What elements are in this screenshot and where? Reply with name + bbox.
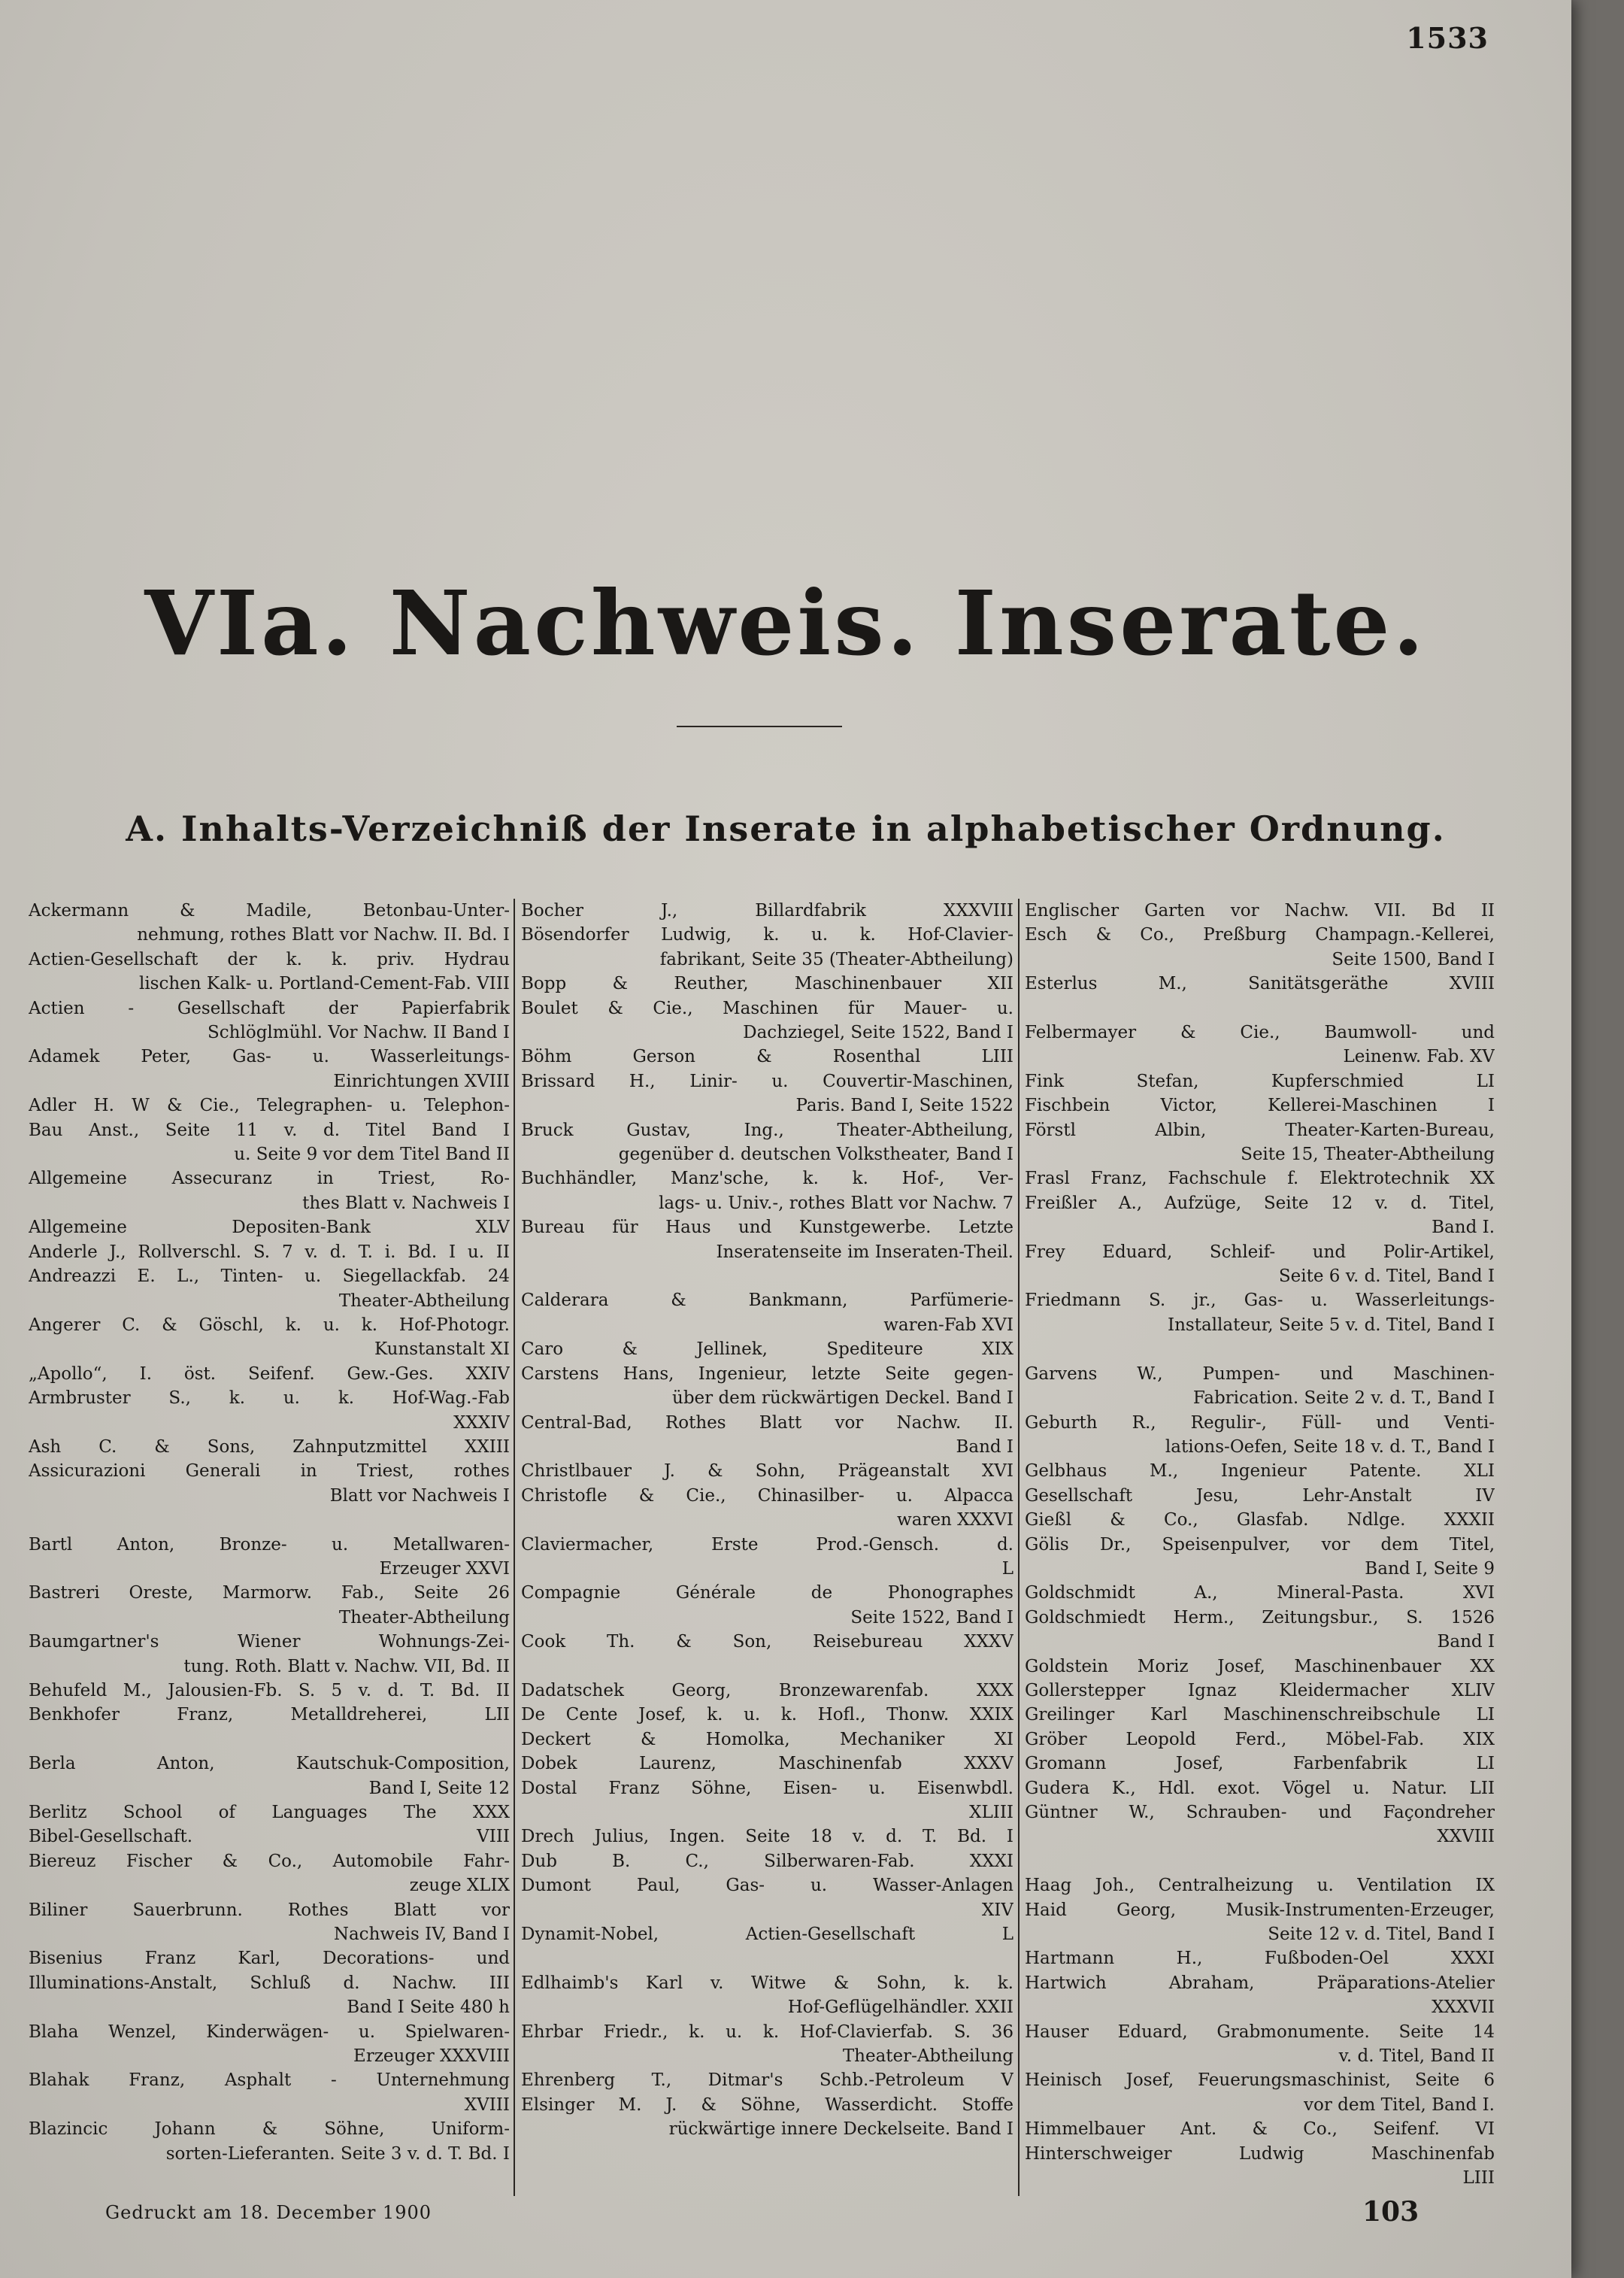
entry-line-first: Dadatschek Georg, Bronzewarenfab. XXX [521,1680,1013,1700]
index-entry [29,2068,510,2117]
index-entry [29,1362,510,1386]
index-entry [521,2020,1013,2069]
entry-line-first: Fischbein Victor, Kellerei-Maschinen I [1025,1096,1495,1116]
index-entry [521,1873,1013,1922]
entry-line-first: Compagnie Générale de Phonographes [521,1583,1013,1603]
letter-gap [29,1508,510,1532]
entry-line-cont: Band I, Seite 9 [1365,1558,1495,1579]
entry-line-first: Christofle & Cie., Chinasilber- u. Alpacca [521,1485,1013,1506]
entry-line-first: Gudera K., Hdl. exot. Vögel u. Natur. LII [1025,1778,1495,1798]
entry-line-first: Angerer C. & Göschl, k. u. k. Hof-Photogr. [29,1315,510,1335]
entry-line-first: „Apollo“, I. öst. Seifenf. Gew.-Ges. XXIV [29,1363,510,1384]
entry-line-first: Bisenius Franz Karl, Decorations- und [29,1949,510,1969]
entry-line-cont: lischen Kalk- u. Portland-Cement-Fab. VIII [138,974,510,994]
entry-line-first: Esterlus M., Sanitätsgeräthe XVIII [1025,974,1495,994]
entry-line-first: Ehrbar Friedr., k. u. k. Hof-Clavierfab. S. 36 [521,2022,1013,2042]
entry-line-cont: waren XXXVI [897,1510,1013,1530]
entry-line-first: Allgemeine Assecuranz in Triest, Ro- [29,1169,510,1189]
entry-line-cont: fabrikant, Seite 35 (Theater-Abtheilung) [659,949,1013,969]
index-entry [1025,2117,1495,2141]
index-entry [1025,972,1495,996]
index-entry [521,1679,1013,1703]
entry-line-cont: nehmung, rothes Blatt vor Nachw. II. Bd. I [137,925,510,945]
column-divider [1018,899,1020,2196]
entry-line-first: Deckert & Homolka, Mechaniker XI [521,1729,1013,1749]
index-column-2 [521,899,1013,2196]
index-entry [29,996,510,1045]
entry-line-cont: Theater-Abtheilung [338,1291,510,1311]
entry-line-cont: Seite 6 v. d. Titel, Band I [1278,1266,1495,1287]
entry-line-cont: XXXVII [1432,1997,1495,2018]
entry-line-cont: vor dem Titel, Band I. [1304,2094,1495,2115]
index-entry [1025,1679,1495,1703]
entry-line-first: Hartmann H., Fußboden-Oel XXXI [1025,1949,1495,1969]
index-entry [29,1045,510,1094]
index-entry [1025,1533,1495,1582]
entry-line-first: Anderle J., Rollverschl. S. 7 v. d. T. i. Bd. I u. II [29,1242,510,1262]
entry-line-first: Ash C. & Sons, Zahnputzmittel XXIII [29,1436,510,1457]
entry-line-first: Bopp & Reuther, Maschinenbauer XII [521,974,1013,994]
index-entry [29,1166,510,1215]
entry-line-cont: XVIII [464,2094,510,2115]
entry-line-first: Freißler A., Aufzüge, Seite 12 v. d. Titel, [1025,1193,1495,1213]
index-entry [1025,1166,1495,1191]
index-entry [1025,1971,1495,2020]
entry-line-cont: sorten-Lieferanten. Seite 3 v. d. T. Bd. I [165,2143,510,2164]
entry-line-cont: Band I, Seite 12 [368,1778,510,1798]
entry-line-cont: Seite 1522, Band I [850,1607,1013,1627]
entry-line-cont: thes Blatt v. Nachweis I [302,1193,510,1213]
index-entry [29,1386,510,1435]
entry-line-cont: Band I [956,1436,1013,1457]
index-entry [521,899,1013,923]
entry-line-first: Gölis Dr., Speisenpulver, vor dem Titel, [1025,1534,1495,1555]
index-entry [1025,1946,1495,1970]
index-entry [29,1313,510,1362]
entry-line-cont: Seite 1500, Band I [1332,949,1495,969]
entry-line-first: Esch & Co., Preßburg Champagn.-Kellerei, [1025,925,1495,945]
entry-line-first: Himmelbauer Ant. & Co., Seifenf. VI [1025,2119,1495,2140]
entry-line-first: Biereuz Fischer & Co., Automobile Fahr- [29,1851,510,1871]
entry-line-first: Gröber Leopold Ferd., Möbel-Fab. XIX [1025,1729,1495,1749]
index-entry [521,1045,1013,1069]
entry-line-first: Baumgartner's Wiener Wohnungs-Zei- [29,1632,510,1652]
entry-line-first: Edlhaimb's Karl v. Witwe & Sohn, k. k. [521,1973,1013,1993]
entry-line-cont: lags- u. Univ.-, rothes Blatt vor Nachw. 7 [659,1193,1013,1213]
index-columns [29,899,1495,2196]
entry-line-cont: über dem rückwärtigen Deckel. Band I [672,1388,1013,1409]
entry-line-cont: Band I. [1432,1218,1495,1238]
page-number-bottom: 103 [1362,2196,1419,2228]
index-entry [521,1971,1013,2020]
index-entry [1025,1776,1495,1800]
entry-line-first: Blazincic Johann & Söhne, Uniform- [29,2119,510,2140]
entry-line-first: Gromann Josef, Farbenfabrik LI [1025,1754,1495,1774]
entry-line-first: Güntner W., Schrauben- und Façondreher [1025,1803,1495,1822]
entry-line-first: Haag Joh., Centralheizung u. Ventilation IX [1025,1876,1495,1896]
index-entry [1025,2020,1495,2069]
index-entry [29,1679,510,1703]
entry-line-first: Dub B. C., Silberwaren-Fab. XXXI [521,1851,1013,1871]
entry-line-first: Adamek Peter, Gas- u. Wasserleitungs- [29,1047,510,1067]
index-entry [29,1800,510,1825]
entry-line-first: Frasl Franz, Fachschule f. Elektrotechnik XX [1025,1169,1495,1189]
index-entry [521,1362,1013,1411]
index-entry [521,1825,1013,1849]
entry-line-cont: Blatt vor Nachweis I [329,1485,510,1506]
entry-line-first: Bureau für Haus und Kunstgewerbe. Letzte [521,1218,1013,1238]
index-entry [1025,2142,1495,2191]
index-entry [1025,1484,1495,1508]
index-entry [29,1435,510,1459]
index-entry [29,948,510,996]
entry-line-cont: L [1001,1558,1013,1579]
index-entry [521,1776,1013,1825]
entry-line-first: Dumont Paul, Gas- u. Wasser-Anlagen [521,1876,1013,1896]
index-entry [521,1703,1013,1727]
entry-line-first: Behufeld M., Jalousien-Fb. S. 5 v. d. T. Bd. II [29,1680,510,1700]
entry-line-first: Greilinger Karl Maschinenschreibschule LI [1025,1705,1495,1725]
entry-line-first: Claviermacher, Erste Prod.-Gensch. d. [521,1534,1013,1555]
index-entry [1025,1094,1495,1118]
index-entry [1025,1459,1495,1483]
entry-line-first: Goldschmidt A., Mineral-Pasta. XVI [1025,1583,1495,1603]
entry-line-first: Dynamit-Nobel, Actien-Gesellschaft L [521,1925,1013,1945]
entry-line-first: Christlbauer J. & Sohn, Prägeanstalt XVI [521,1461,1013,1482]
index-entry [1025,1606,1495,1655]
entry-line-cont: gegenüber d. deutschen Volkstheater, Band I [618,1145,1013,1165]
index-entry [521,1118,1013,1167]
entry-line-first: Geburth R., Regulir-, Füll- und Venti- [1025,1412,1495,1433]
index-entry [29,1094,510,1166]
section-heading: A. Inhalts-Verzeichniß der Inserate in alphabetischer Ordnung. [126,808,1446,849]
entry-line-first: Blaha Wenzel, Kinderwägen- u. Spielwaren- [29,2022,510,2042]
entry-line-first: Assicurazioni Generali in Triest, rothes [29,1461,510,1482]
index-entry [521,1581,1013,1630]
index-entry [521,1069,1013,1118]
index-entry [1025,1873,1495,1897]
entry-line-first: Berlitz School of Languages The XXX [29,1803,510,1822]
entry-line-cont: Nachweis IV, Band I [333,1925,510,1945]
entry-line-first: Haid Georg, Musik-Instrumenten-Erzeuger, [1025,1900,1495,1920]
index-entry [1025,1898,1495,1947]
entry-line-first: Actien-Gesellschaft der k. k. priv. Hydrau [29,949,510,969]
entry-line-first: Dostal Franz Söhne, Eisen- u. Eisenwbdl. [521,1778,1013,1798]
index-entry [29,899,510,948]
index-entry [29,1849,510,1898]
entry-line-cont: zeuge XLIX [409,1876,510,1896]
entry-line-cont: Installateur, Seite 5 v. d. Titel, Band I [1168,1315,1495,1335]
entry-line-cont: Band I [1437,1632,1495,1652]
index-entry [1025,1655,1495,1679]
entry-line-first: Dobek Laurenz, Maschinenfab XXXV [521,1754,1013,1774]
index-entry [521,923,1013,972]
entry-line-cont: Dachziegel, Seite 1522, Band I [743,1023,1013,1043]
entry-line-first: Boulet & Cie., Maschinen für Mauer- u. [521,998,1013,1018]
entry-line-first: Frey Eduard, Schleif- und Polir-Artikel, [1025,1242,1495,1262]
index-entry [1025,1118,1495,1167]
entry-line-first: Gollerstepper Ignaz Kleidermacher XLIV [1025,1680,1495,1700]
index-entry [29,1581,510,1630]
index-entry [1025,1411,1495,1460]
index-entry [29,1630,510,1679]
entry-line-first: Actien - Gesellschaft der Papierfabrik [29,998,510,1018]
index-entry [521,1459,1013,1483]
entry-line-cont: Theater-Abtheilung [842,2046,1013,2067]
entry-line-first: Calderara & Bankmann, Parfümerie- [521,1291,1013,1311]
entry-line-first: Garvens W., Pumpen- und Maschinen- [1025,1363,1495,1384]
index-entry [521,996,1013,1045]
entry-line-first: Andreazzi E. L., Tinten- u. Siegellackfab. 24 [29,1266,510,1287]
entry-line-cont: Bau Anst., Seite 11 v. d. Titel Band I [29,1120,510,1140]
index-entry [29,1898,510,1947]
index-entry [1025,1069,1495,1094]
entry-line-first: Förstl Albin, Theater-Karten-Bureau, [1025,1120,1495,1140]
entry-line-first: Felbermayer & Cie., Baumwoll- und [1025,1023,1495,1043]
entry-line-cont: Einrichtungen XVIII [333,1071,510,1091]
entry-line-first: Goldschmiedt Herm., Zeitungsbur., S. 1526 [1025,1607,1495,1627]
entry-line-first: Friedmann S. jr., Gas- u. Wasserleitungs- [1025,1291,1495,1311]
index-entry [521,2093,1013,2142]
entry-line-cont: Hof-Geflügelhändler. XXII [787,1997,1013,2018]
index-entry [29,1752,510,1800]
entry-line-first: Adler H. W & Cie., Telegraphen- u. Telephon- [29,1096,510,1116]
index-entry [521,1849,1013,1873]
index-entry [1025,1727,1495,1752]
entry-line-cont: Erzeuger XXVI [379,1558,510,1579]
entry-line-first: Ehrenberg T., Ditmar's Schb.-Petroleum V [521,2070,1013,2091]
entry-line-first: Bruck Gustav, Ing., Theater-Abtheilung, [521,1120,1013,1140]
entry-line-cont: XXXIV [453,1412,510,1433]
entry-line-first: Armbruster S., k. u. k. Hof-Wag.-Fab [29,1388,510,1409]
index-entry [29,1264,510,1313]
index-column-1 [29,899,510,2196]
print-date: Gedruckt am 18. December 1900 [105,2202,432,2223]
entry-line-first: Blahak Franz, Asphalt - Unternehmung [29,2070,510,2091]
index-entry [1025,1703,1495,1727]
entry-line-cont: v. d. Titel, Band II [1338,2046,1495,2067]
page-number-top: 1533 [1406,21,1489,55]
entry-line-first: Bocher J., Billardfabrik XXXVIII [521,901,1013,921]
entry-line-cont: LIII [1462,2168,1495,2189]
index-entry [1025,1240,1495,1289]
entry-line-first: Hauser Eduard, Grabmonumente. Seite 14 [1025,2022,1495,2042]
index-entry [521,1215,1013,1264]
entry-line-first: Hinterschweiger Ludwig Maschinenfab [1025,2143,1495,2164]
letter-gap [521,1655,1013,1679]
entry-line-first: Ackermann & Madile, Betonbau-Unter- [29,901,510,921]
entry-line-first: Carstens Hans, Ingenieur, letzte Seite gegen- [521,1363,1013,1384]
index-entry [521,1630,1013,1654]
entry-line-cont: tung. Roth. Blatt v. Nachw. VII, Bd. II [183,1656,510,1676]
index-entry [521,1484,1013,1533]
entry-line-cont: Leinenw. Fab. XV [1343,1047,1495,1067]
entry-line-first: Gesellschaft Jesu, Lehr-Anstalt IV [1025,1485,1495,1506]
index-entry [521,1533,1013,1582]
entry-line-first: Cook Th. & Son, Reisebureau XXXV [521,1632,1013,1652]
entry-line-first: Bibel-Gesellschaft. VIII [29,1827,510,1847]
index-entry [29,1459,510,1508]
entry-line-first: Gießl & Co., Glasfab. Ndlge. XXXII [1025,1510,1495,1530]
entry-line-cont: lations-Oefen, Seite 18 v. d. T., Band I [1165,1436,1495,1457]
letter-gap [1025,1337,1495,1361]
index-entry [29,1240,510,1264]
entry-line-first: Englischer Garten vor Nachw. VII. Bd II [1025,901,1495,921]
main-title: VIa. Nachweis. Inserate. [144,571,1427,675]
letter-gap [29,1727,510,1752]
index-entry [1025,1508,1495,1532]
entry-line-first: Benkhofer Franz, Metalldreherei, LII [29,1705,510,1725]
index-entry [521,972,1013,996]
entry-line-first: Heinisch Josef, Feuerungsmaschinist, Seite 6 [1025,2070,1495,2091]
entry-line-cont: Fabrication. Seite 2 v. d. T., Band I [1192,1388,1495,1409]
entry-line-first: Fink Stefan, Kupferschmied LI [1025,1071,1495,1091]
index-entry [1025,1752,1495,1776]
index-entry [29,2117,510,2166]
entry-line-cont: Kunstanstalt XI [374,1339,510,1360]
index-entry [29,1703,510,1727]
entry-line-cont: Illuminations-Anstalt, Schluß d. Nachw. III [29,1973,510,1993]
entry-line-cont: XXVIII [1437,1827,1495,1847]
index-entry [521,1288,1013,1337]
entry-line-cont: Theater-Abtheilung [338,1607,510,1627]
entry-line-first: De Cente Josef, k. u. k. Hofl., Thonw. XXIX [521,1705,1013,1725]
entry-line-first: Gelbhaus M., Ingenieur Patente. XLI [1025,1461,1495,1482]
index-entry [1025,923,1495,972]
entry-line-first: Buchhändler, Manz'sche, k. k. Hof-, Ver- [521,1169,1013,1189]
index-entry [521,1922,1013,1946]
index-entry [521,1752,1013,1776]
entry-line-first: Bastreri Oreste, Marmorw. Fab., Seite 26 [29,1583,510,1603]
index-entry [521,1727,1013,1752]
index-column-3 [1025,899,1495,2196]
index-entry [1025,2068,1495,2117]
index-entry [29,1825,510,1849]
entry-line-cont: Schlöglmühl. Vor Nachw. II Band I [208,1023,510,1043]
index-entry [29,2020,510,2069]
entry-line-cont: waren-Fab XVI [883,1315,1013,1335]
index-entry [29,1946,510,2019]
index-entry [521,1166,1013,1215]
entry-line-cont: XLIII [969,1803,1013,1822]
index-entry [29,1215,510,1239]
entry-line-cont: rückwärtige innere Deckelseite. Band I [668,2119,1013,2140]
letter-gap [521,1264,1013,1288]
letter-gap [1025,1849,1495,1873]
index-entry [1025,1021,1495,1069]
entry-line-first: Biliner Sauerbrunn. Rothes Blatt vor [29,1900,510,1920]
index-entry [521,1337,1013,1361]
entry-line-cont: Paris. Band I, Seite 1522 [795,1096,1013,1116]
letter-gap [521,1946,1013,1970]
entry-line-cont: XIV [981,1900,1013,1920]
entry-line-cont: Seite 15, Theater-Abtheilung [1241,1145,1495,1165]
column-divider [514,899,515,2196]
letter-gap [1025,996,1495,1021]
index-entry [521,1411,1013,1460]
entry-line-first: Berla Anton, Kautschuk-Composition, [29,1754,510,1774]
entry-line-first: Böhm Gerson & Rosenthal LIII [521,1047,1013,1067]
entry-line-cont: Inseratenseite im Inseraten-Theil. [716,1242,1013,1262]
index-entry [521,2068,1013,2092]
entry-line-first: Allgemeine Depositen-Bank XLV [29,1218,510,1238]
index-entry [1025,1800,1495,1849]
index-entry [1025,1191,1495,1240]
title-rule [677,726,842,727]
index-entry [1025,1581,1495,1605]
entry-line-cont: Seite 12 v. d. Titel, Band I [1268,1925,1495,1945]
entry-line-first: Bartl Anton, Bronze- u. Metallwaren- [29,1534,510,1555]
entry-line-first: Hartwich Abraham, Präparations-Atelier [1025,1973,1495,1993]
index-entry [1025,1362,1495,1411]
entry-line-cont: u. Seite 9 vor dem Titel Band II [234,1145,510,1165]
entry-line-first: Caro & Jellinek, Spediteure XIX [521,1339,1013,1360]
index-entry [1025,1288,1495,1337]
entry-line-first: Drech Julius, Ingen. Seite 18 v. d. T. Bd. I [521,1827,1013,1847]
entry-line-first: Brissard H., Linir- u. Couvertir-Maschinen, [521,1071,1013,1091]
entry-line-first: Bösendorfer Ludwig, k. u. k. Hof-Clavier- [521,925,1013,945]
entry-line-cont: Band I Seite 480 h [347,1997,510,2018]
entry-line-cont: Erzeuger XXXVIII [353,2046,510,2067]
index-entry [1025,899,1495,923]
entry-line-first: Central-Bad, Rothes Blatt vor Nachw. II. [521,1412,1013,1433]
index-entry [29,1533,510,1582]
entry-line-first: Elsinger M. J. & Söhne, Wasserdicht. Stoffe [521,2094,1013,2115]
entry-line-first: Goldstein Moriz Josef, Maschinenbauer XX [1025,1656,1495,1676]
